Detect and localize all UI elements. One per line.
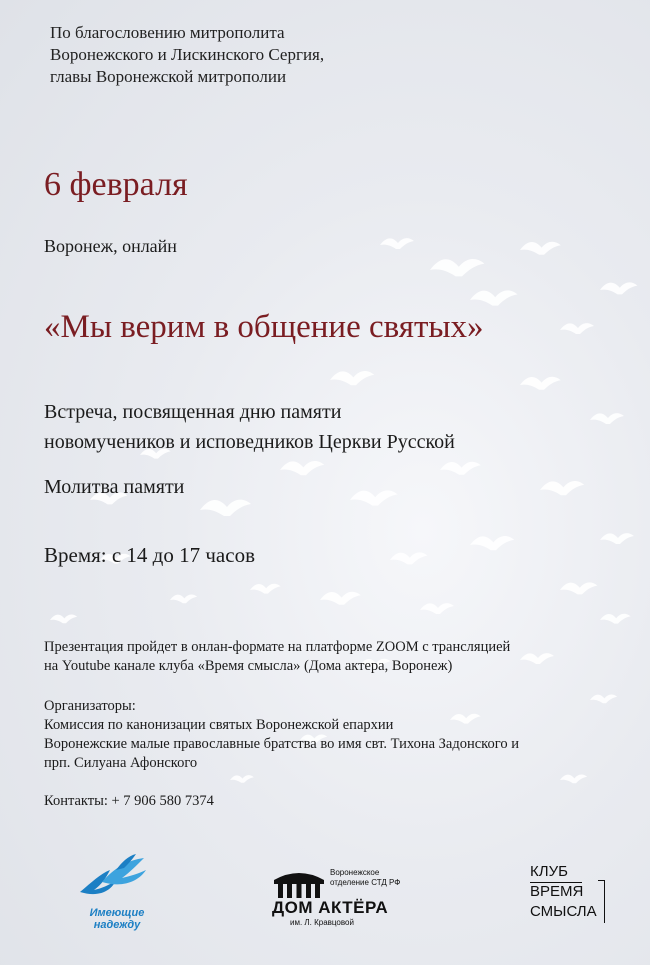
contacts-text: Контакты: + 7 906 580 7374 — [44, 793, 214, 809]
presentation-line: Презентация пройдет в онлан-формате на платформе ZOOM с трансляцией — [44, 639, 511, 655]
club-logo-bracket — [598, 880, 605, 923]
organizers-heading: Организаторы: — [44, 698, 136, 714]
organizer-line: Воронежские малые православные братства во имя свт. Тихона Задонского и — [44, 736, 519, 752]
event-subtitle — [44, 397, 455, 457]
club-logo-underline — [530, 882, 582, 883]
event-time: Время: с 14 до 17 часов — [44, 543, 255, 567]
organizer-line: Комиссия по канонизации святых Воронежской епархии — [44, 717, 394, 733]
presentation-info — [44, 638, 510, 676]
event-place: Воронеж, онлайн — [44, 236, 177, 256]
hope-logo — [72, 852, 162, 931]
subtitle-line: Встреча, посвященная дню памяти — [44, 401, 342, 423]
event-date: 6 февраля — [44, 166, 188, 203]
blessing-text — [50, 22, 324, 88]
theatre-org-line: Воронежское — [330, 868, 380, 877]
theatre-subname: им. Л. Кравцовой — [290, 918, 354, 927]
blessing-line: По благословению митрополита — [50, 23, 285, 42]
theatre-name: ДОМ АКТЁРА — [272, 898, 389, 917]
actors-house-logo — [272, 868, 432, 928]
hope-logo-line: надежду — [93, 919, 141, 931]
blessing-line: Воронежского и Лискинского Сергия, — [50, 45, 325, 64]
event-title: «Мы верим в общение святых» — [44, 309, 484, 345]
organizer-line: прп. Силуана Афонского — [44, 755, 198, 771]
club-logo-line: КЛУБ — [530, 863, 568, 880]
club-logo-line: СМЫСЛА — [530, 903, 597, 920]
prayer-text: Молитва памяти — [44, 476, 185, 498]
hope-logo-line: Имеющие — [89, 907, 145, 919]
presentation-line: на Youtube канале клуба «Время смысла» (Дома актера, Воронеж) — [44, 658, 453, 674]
doves-icon — [72, 852, 162, 902]
organizers-block — [44, 697, 519, 773]
blessing-line: главы Воронежской митрополии — [50, 67, 287, 86]
club-logo-line: ВРЕМЯ — [530, 883, 584, 900]
club-logo — [530, 862, 610, 922]
theatre-org-line: отделение СТД РФ — [330, 878, 401, 887]
theatre-building-icon — [272, 868, 326, 898]
subtitle-line: новомучеников и исповедников Церкви Русской — [44, 431, 455, 453]
